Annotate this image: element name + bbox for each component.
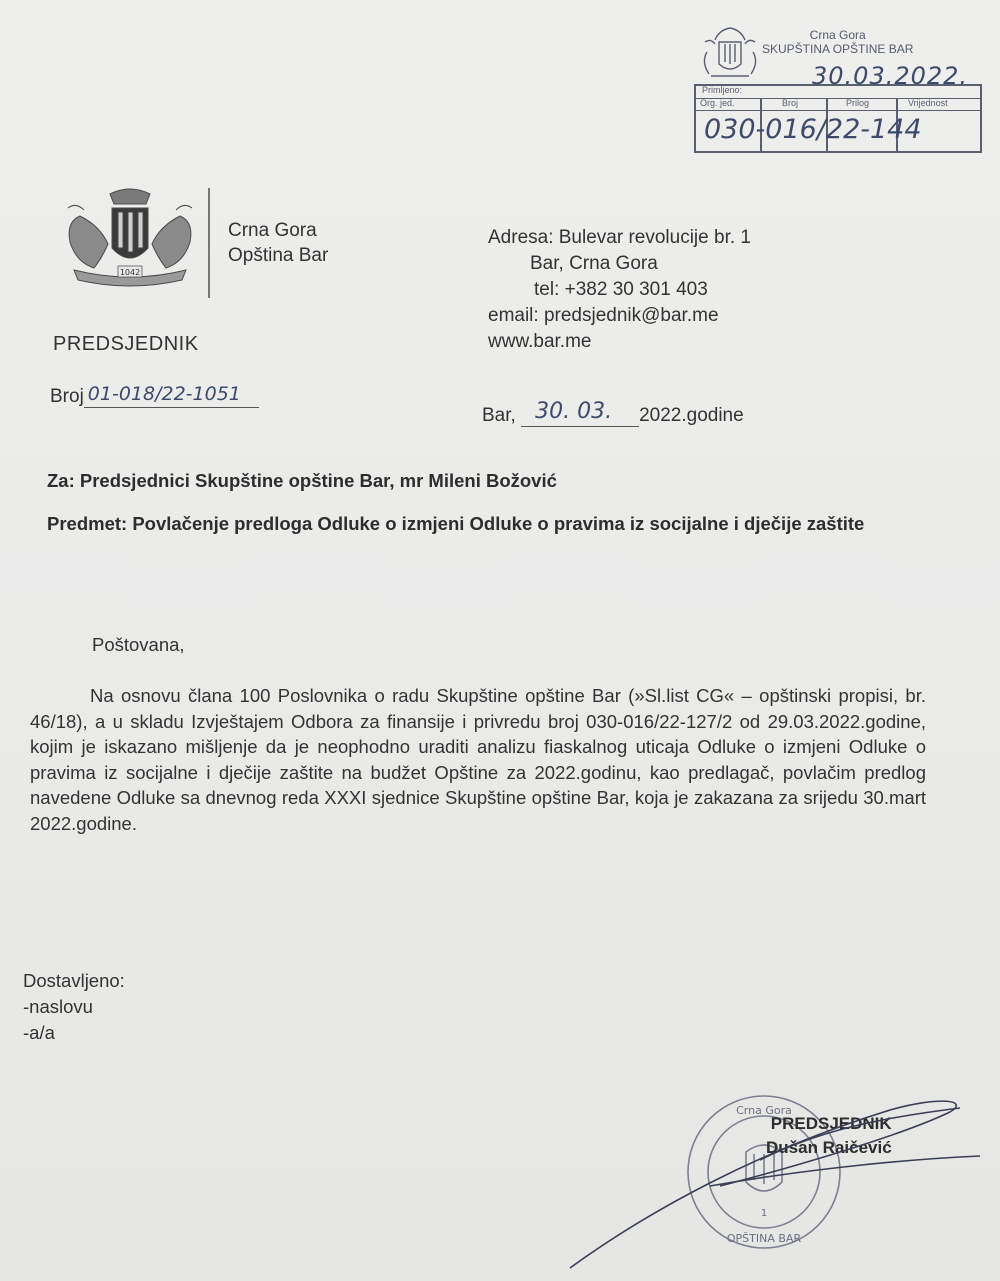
delivered-item: -naslovu [23,996,93,1017]
stamp-country: Crna Gora [809,28,866,42]
header-divider [208,188,210,298]
greeting: Poštovana, [92,634,185,655]
stamp-received-date: 30.03.2022. [812,62,969,90]
crest-year: 1042 [119,268,141,277]
address-web: www.bar.me [488,331,592,352]
address-block [488,225,751,355]
date-handwritten: 30. 03. [535,399,613,424]
address-city: Bar, Crna Gora [530,253,658,274]
seal-number: 1 [760,1208,768,1219]
address-email: email: predsjednik@bar.me [488,305,719,326]
date-suffix: 2022.godine [639,405,744,426]
delivery-list [23,968,125,1046]
delivered-label: Dostavljeno: [23,970,125,991]
sender-role: PREDSJEDNIK [53,333,199,355]
org-country: Crna Gora [228,220,317,241]
address-phone: tel: +382 30 301 403 [534,279,708,300]
bar-crest-logo-icon [60,186,200,292]
org-block [228,218,328,268]
stamp-col-broj: Broj [782,98,799,108]
stamp-col-prilog: Prilog [846,98,870,108]
stamp-col-vrijednost: Vrijednost [908,98,948,108]
recipient-line: Za: Predsjednici Skupštine opštine Bar, mr Mileni Božović [47,470,557,491]
delivered-item: -a/a [23,1022,55,1043]
stamp-reg-number: 030-016/22-144 [704,114,922,145]
org-municipality: Opština Bar [228,245,329,266]
stamp-col-org: Org. jed. [700,98,735,108]
stamp-body: SKUPŠTINA OPŠTINE BAR [762,42,914,56]
date-place: Bar, [482,405,516,426]
date-field [482,400,744,427]
broj-field [50,383,259,408]
seal-text-top: Crna Gora [736,1104,792,1117]
stamp-header [762,28,913,56]
signature-role: PREDSJEDNIK [770,1114,892,1133]
signature-name: Dušan Raičević [766,1138,892,1157]
body-paragraph: Na osnovu člana 100 Poslovnika o radu Skupštine opštine Bar (»Sl.list CG« – opštinski propisi, br. 46/18), a u skladu Izvještajem Odbora za finansije i privredu broj 030-016/22-127/2 od 29.03.2022.godine, kojim je iskazano mišljenje da je neophodno uraditi analizu fiaskalnog uticaja Odluke o izmjeni Odluke o pravima iz socijalne i dječije zaštite na budžet Opštine za 2022.godinu, kao predlagač, povlačim predlog navedene Odluke sa dnevnog reda XXXI sjednice Skupštine opštine Bar, koja je zakazana za srijedu 30.mart 2022.godine. [30,685,926,834]
stamp-emblem-icon [697,22,763,84]
seal-text-bottom: OPŠTINA BAR [726,1232,802,1245]
stamp-received-label: Primljeno: [702,85,743,95]
handwritten-signature-icon [560,1090,1000,1280]
broj-value: 01-018/22-1051 [87,383,241,405]
subject-line: Predmet: Povlačenje predloga Odluke o izmjeni Odluke o pravima iz socijalne i dječije zaštite [47,513,865,534]
broj-label: Broj [50,386,84,407]
address-line: Adresa: Bulevar revolucije br. 1 [488,227,751,248]
